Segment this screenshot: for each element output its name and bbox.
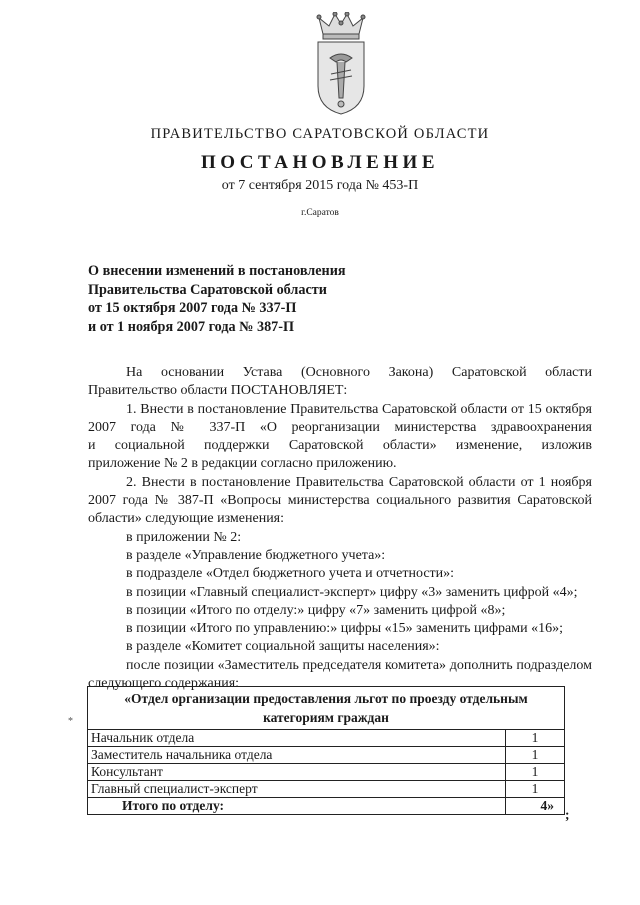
body-line: следующего содержания:	[88, 676, 240, 692]
position-name: Начальник отдела	[88, 730, 506, 747]
subject-line: от 15 октября 2007 года № 337-П	[88, 300, 297, 316]
total-label: Итого по отделу:	[88, 798, 506, 815]
position-count: 1	[506, 747, 565, 764]
position-name: Консультант	[88, 764, 506, 781]
body-line: 2. Внести в постановление Правительства Саратовской области от 1 ноября	[126, 474, 592, 490]
body-line: после позиции «Заместитель председателя комитета» дополнить подразделом	[126, 657, 592, 673]
subject-line: Правительства Саратовской области	[88, 281, 327, 298]
body-line: 2007 года № 337-П «О реорганизации министерства здравоохранения	[88, 419, 592, 435]
document-subject	[88, 262, 346, 336]
body-line: в разделе «Комитет социальной защиты населения»:	[126, 639, 440, 655]
document-city: г.Саратов	[301, 208, 339, 218]
body-line: в разделе «Управление бюджетного учета»:	[126, 547, 386, 563]
document-body	[88, 364, 592, 693]
position-count: 1	[506, 730, 565, 747]
body-line: приложение № 2 в редакции согласно приложению.	[88, 456, 397, 472]
table-header-row	[88, 687, 565, 730]
subject-line: и от 1 ноября 2007 года № 387-П	[88, 318, 295, 335]
body-line: в позиции «Итого по отделу:» цифру «7» заменить цифрой «8»;	[126, 602, 506, 618]
staff-table	[87, 686, 565, 815]
body-line: в приложении № 2:	[126, 529, 242, 545]
table-row	[88, 764, 565, 781]
subject-line: О внесении изменений в постановления	[88, 263, 346, 279]
body-line: в позиции «Итого по управлению:» цифры «15» заменить цифрами «16»;	[126, 621, 563, 637]
table-row	[88, 747, 565, 764]
table-header-cell: «Отдел организации предоставления льгот по проезду отдельным категориям граждан	[88, 687, 565, 730]
government-name: ПРАВИТЕЛЬСТВО САРАТОВСКОЙ ОБЛАСТИ	[150, 126, 490, 142]
document-type: ПОСТАНОВЛЕНИЕ	[200, 152, 440, 173]
saratov-coat-of-arms-icon	[313, 12, 369, 116]
position-count: 1	[506, 764, 565, 781]
body-line: 2007 года № 387-П «Вопросы министерства социального развития Саратовской	[88, 493, 592, 509]
body-line: области» следующие изменения:	[88, 511, 285, 527]
table-row	[88, 730, 565, 747]
body-line: в позиции «Главный специалист-эксперт» цифру «3» заменить цифрой «4»;	[126, 584, 578, 600]
position-count: 1	[506, 781, 565, 798]
table-row	[88, 781, 565, 798]
body-line: Правительство области ПОСТАНОВЛЯЕТ:	[88, 383, 348, 399]
total-value: 4»	[506, 798, 565, 815]
document-date-number: от 7 сентября 2015 года № 453-П	[221, 178, 419, 193]
body-line: 1. Внести в постановление Правительства Саратовской области от 15 октября	[126, 401, 592, 417]
body-line: в подразделе «Отдел бюджетного учета и отчетности»:	[126, 566, 455, 582]
position-name: Главный специалист-эксперт	[88, 781, 506, 798]
table-total-row	[88, 798, 565, 815]
position-name: Заместитель начальника отдела	[88, 747, 506, 764]
margin-mark: *	[68, 716, 73, 727]
body-line: и социальной поддержки Саратовской области» изменение, изложив	[88, 438, 592, 454]
table-suffix: ;	[565, 807, 570, 822]
body-line: На основании Устава (Основного Закона) Саратовской области	[126, 365, 592, 380]
